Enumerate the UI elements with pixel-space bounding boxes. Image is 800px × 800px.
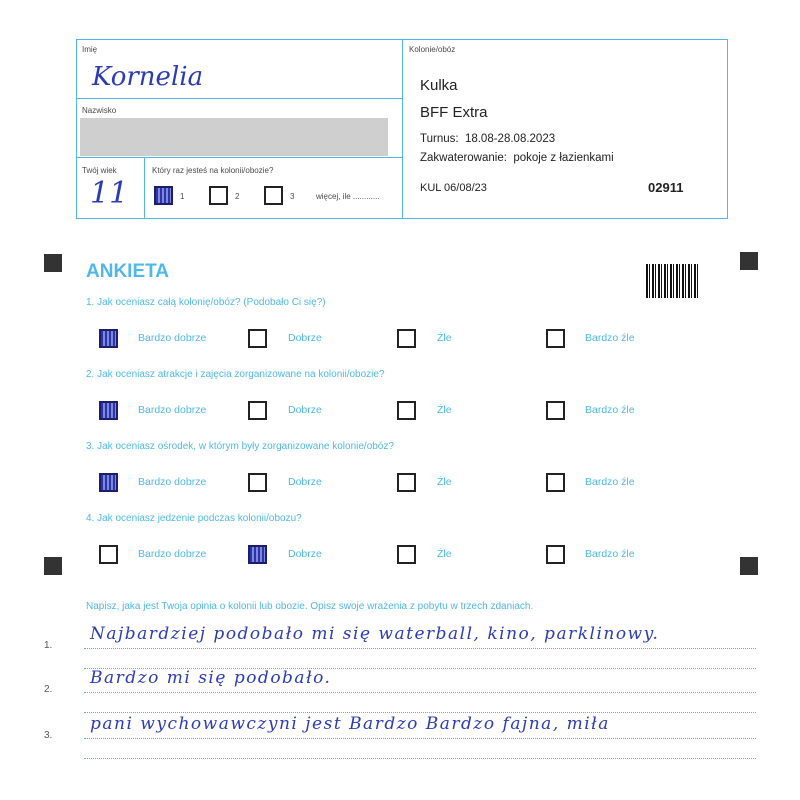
question-2-checkbox-3[interactable] (397, 401, 416, 420)
opinion-line-number: 1. (44, 640, 53, 651)
question-3-option-label: Źle (437, 476, 452, 488)
question-4-checkbox-1[interactable] (99, 545, 118, 564)
question-1-checkbox-3[interactable] (397, 329, 416, 348)
opinion-dotted-line (84, 758, 756, 759)
registration-marker-bottom-left (44, 557, 62, 575)
opinion-dotted-line (84, 712, 756, 713)
question-3-option-label: Dobrze (288, 476, 322, 488)
camp-name: Kulka (420, 77, 458, 94)
opinion-line-number: 2. (44, 684, 53, 695)
question-2-option-label: Dobrze (288, 404, 322, 416)
opinion-dotted-line (84, 692, 756, 693)
last-name-label: Nazwisko (82, 106, 117, 115)
registration-marker-top-left (44, 254, 62, 272)
question-4-option-label: Bardzo dobrze (138, 548, 207, 560)
camp-label: Kolonie/obóz (409, 45, 456, 54)
question-3-text: 3. Jak oceniasz ośrodek, w którym były zorganizowane kolonie/obóz? (86, 441, 394, 452)
question-1-option-label: Bardzo dobrze (138, 332, 207, 344)
times-option-label: 2 (235, 192, 240, 201)
header-divider-2 (76, 157, 402, 158)
question-4-text: 4. Jak oceniasz jedzenie podczas kolonii/obozu? (86, 513, 302, 524)
question-1-text: 1. Jak oceniasz całą kolonię/obóz? (Podobało Ci się?) (86, 297, 326, 308)
first-name-label: Imię (82, 45, 98, 54)
question-2-option-label: Bardzo źle (585, 404, 635, 416)
question-4-option-label: Źle (437, 548, 452, 560)
opinion-dotted-line (84, 738, 756, 739)
registration-marker-bottom-right (740, 557, 758, 575)
question-2-checkbox-4[interactable] (546, 401, 565, 420)
question-4-checkbox-3[interactable] (397, 545, 416, 564)
opinion-prompt: Napisz, jaka jest Twoja opinia o kolonii lub obozie. Opisz swoje wrażenia z pobytu w trzech zdaniach. (86, 601, 534, 612)
opinion-line-text: Najbardziej podobało mi się waterball, kino, parklinowy. (90, 624, 660, 644)
age-label: Twój wiek (82, 166, 117, 175)
turnus: Turnus: 18.08-28.08.2023 (420, 133, 556, 145)
opinion-line-text: Bardzo mi się podobało. (90, 668, 332, 688)
question-2-option-label: Bardzo dobrze (138, 404, 207, 416)
opinion-line-number: 3. (44, 730, 53, 741)
camp-code: KUL 06/08/23 (420, 182, 487, 194)
times-checkbox-3[interactable] (264, 186, 283, 205)
times-label: Który raz jesteś na kolonii/obozie? (152, 166, 274, 175)
accommodation: Zakwaterowanie: pokoje z łazienkami (420, 152, 614, 164)
first-name-value: Kornelia (92, 62, 204, 92)
opinion-dotted-line (84, 648, 756, 649)
question-2-text: 2. Jak oceniasz atrakcje i zajęcia zorganizowane na kolonii/obozie? (86, 369, 385, 380)
age-divider (144, 157, 145, 219)
form-number: 02911 (648, 180, 684, 195)
header-divider-1 (76, 98, 402, 99)
question-3-checkbox-3[interactable] (397, 473, 416, 492)
question-1-checkbox-4[interactable] (546, 329, 565, 348)
question-4-option-label: Bardzo źle (585, 548, 635, 560)
question-1-checkbox-1[interactable] (99, 329, 118, 348)
question-2-checkbox-1[interactable] (99, 401, 118, 420)
barcode (646, 264, 700, 298)
question-1-checkbox-2[interactable] (248, 329, 267, 348)
times-more-label: więcej, ile ............ (316, 192, 380, 201)
question-4-checkbox-4[interactable] (546, 545, 565, 564)
camp-program: BFF Extra (420, 104, 488, 121)
question-3-option-label: Bardzo dobrze (138, 476, 207, 488)
question-2-option-label: Źle (437, 404, 452, 416)
question-1-option-label: Dobrze (288, 332, 322, 344)
times-checkbox-1[interactable] (154, 186, 173, 205)
question-4-checkbox-2[interactable] (248, 545, 267, 564)
survey-title: ANKIETA (86, 261, 170, 282)
question-1-option-label: Źle (437, 332, 452, 344)
question-3-checkbox-1[interactable] (99, 473, 118, 492)
times-option-label: 3 (290, 192, 295, 201)
question-1-option-label: Bardzo źle (585, 332, 635, 344)
question-3-option-label: Bardzo źle (585, 476, 635, 488)
header-divider-vertical (402, 39, 403, 219)
question-3-checkbox-4[interactable] (546, 473, 565, 492)
age-value: 11 (90, 176, 129, 211)
registration-marker-top-right (740, 252, 758, 270)
question-4-option-label: Dobrze (288, 548, 322, 560)
times-option-label: 1 (180, 192, 185, 201)
question-2-checkbox-2[interactable] (248, 401, 267, 420)
opinion-line-text: pani wychowawczyni jest Bardzo Bardzo fajna, miła (90, 714, 610, 734)
question-3-checkbox-2[interactable] (248, 473, 267, 492)
times-checkbox-2[interactable] (209, 186, 228, 205)
last-name-redacted (80, 118, 388, 156)
